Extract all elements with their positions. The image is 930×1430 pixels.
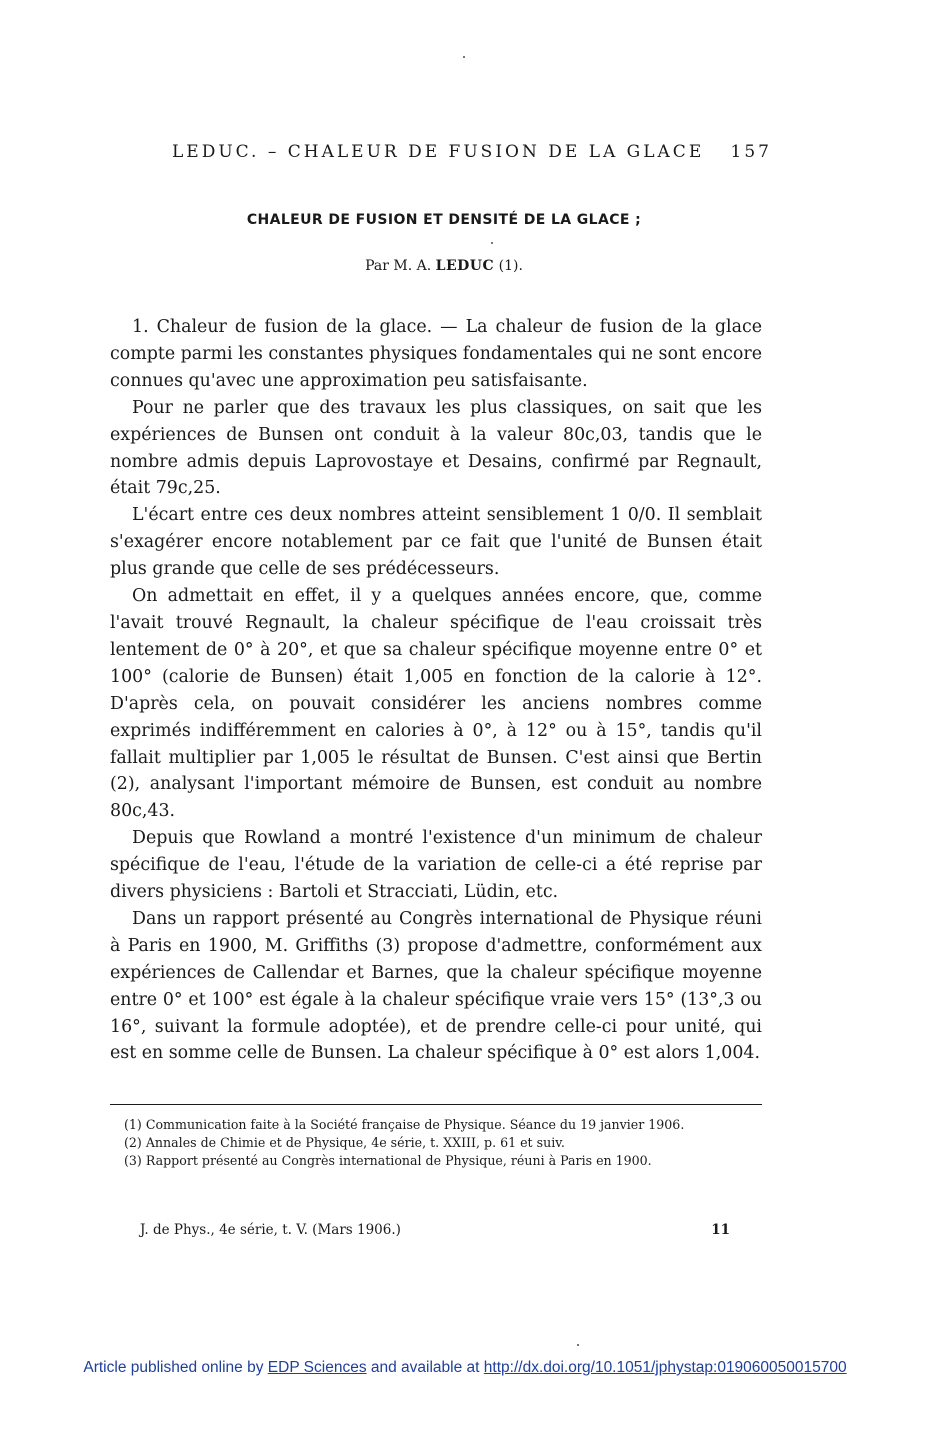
page-number: 157 xyxy=(730,142,772,162)
journal-reference: J. de Phys., 4e série, t. V. (Mars 1906.) xyxy=(140,1222,401,1238)
scan-speck xyxy=(491,242,493,244)
running-head xyxy=(172,142,772,166)
footnote: (1) Communication faite à la Société française de Physique. Séance du 19 janvier 1906. xyxy=(124,1117,685,1132)
paragraph: Pour ne parler que des travaux les plus classiques, on sait que les expériences de Bunsen ont conduit à la valeur 80c,03, tandis que le nombre admis depuis Laprovostaye et Desains, confirmé par Regnault, était 79c,25. xyxy=(110,397,762,499)
paragraph: Dans un rapport présenté au Congrès international de Physique réuni à Paris en 1900, M. Griffiths (3) propose d'admettre, conformément aux expériences de Callendar et Barnes, que la chaleur spécifique moyenne entre 0° et 100° est égale à la chaleur spécifique vraie vers 15° (13°,3 ou 16°, suivant la formule adoptée), et de prendre celle-ci pour unité, qui est en somme celle de Bunsen. La chaleur spécifique à 0° est alors 1,004. xyxy=(110,908,762,1064)
byline xyxy=(110,258,778,274)
author-name: LEDUC xyxy=(435,258,495,274)
signature-mark: 11 xyxy=(711,1222,730,1238)
paragraph: On admettait en effet, il y a quelques années encore, que, comme l'avait trouvé Regnault, la chaleur spécifique de l'eau croissait très lentement de 0° à 20°, et que sa chaleur spécifique moyenne entre 0° et 100° (calorie de Bunsen) était 1,005 en fonction de la calorie à 12°. D'après cela, on pouvait considérer les anciens nombres comme exprimés indifféremment en calories à 0°, à 12° ou à 15°, tandis qu'il fallait multiplier par 1,005 le résultat de Bunsen. C'est ainsi que Bertin (2), analysant l'important mémoire de Bunsen, est conduit au nombre 80c,43. xyxy=(110,586,762,822)
footnote: (3) Rapport présenté au Congrès international de Physique, réuni à Paris en 1900. xyxy=(124,1153,652,1168)
running-head-title: LEDUC. – CHALEUR DE FUSION DE LA GLACE xyxy=(172,142,705,162)
article-title: CHALEUR DE FUSION ET DENSITÉ DE LA GLACE ; xyxy=(246,212,642,228)
article-body xyxy=(110,314,762,1067)
footer-prefix: Article published online by xyxy=(83,1359,264,1376)
publisher-link[interactable]: EDP Sciences xyxy=(267,1359,367,1376)
publication-footer xyxy=(0,1359,930,1377)
journal-signature-line xyxy=(140,1222,730,1242)
paragraph: 1. Chaleur de fusion de la glace. — La chaleur de fusion de la glace compte parmi les constantes physiques fondamentales qui ne sont encore connues qu'avec une approximation peu satisfaisante. xyxy=(110,317,762,391)
footnote: (2) Annales de Chimie et de Physique, 4e série, t. XXIII, p. 61 et suiv. xyxy=(124,1135,565,1150)
scan-speck xyxy=(463,56,465,58)
doi-link[interactable]: http://dx.doi.org/10.1051/jphystap:019060050015700 xyxy=(483,1359,847,1376)
footer-middle: and available at xyxy=(370,1359,480,1376)
footnotes xyxy=(110,1116,762,1170)
byline-prefix: Par M. A. xyxy=(365,258,432,274)
paragraph: Depuis que Rowland a montré l'existence d'un minimum de chaleur spécifique de l'eau, l'étude de la variation de celle-ci a été reprise par divers physiciens : Bartoli et Stracciati, Lüdin, etc. xyxy=(110,828,762,903)
footnote-rule xyxy=(110,1104,762,1105)
scan-speck xyxy=(577,1344,579,1346)
author-note-mark: (1). xyxy=(498,258,523,274)
paragraph: L'écart entre ces deux nombres atteint sensiblement 1 0/0. Il semblait s'exagérer encore notablement par ce fait que l'unité de Bunsen était plus grande que celle de ses prédécesseurs. xyxy=(110,505,762,580)
